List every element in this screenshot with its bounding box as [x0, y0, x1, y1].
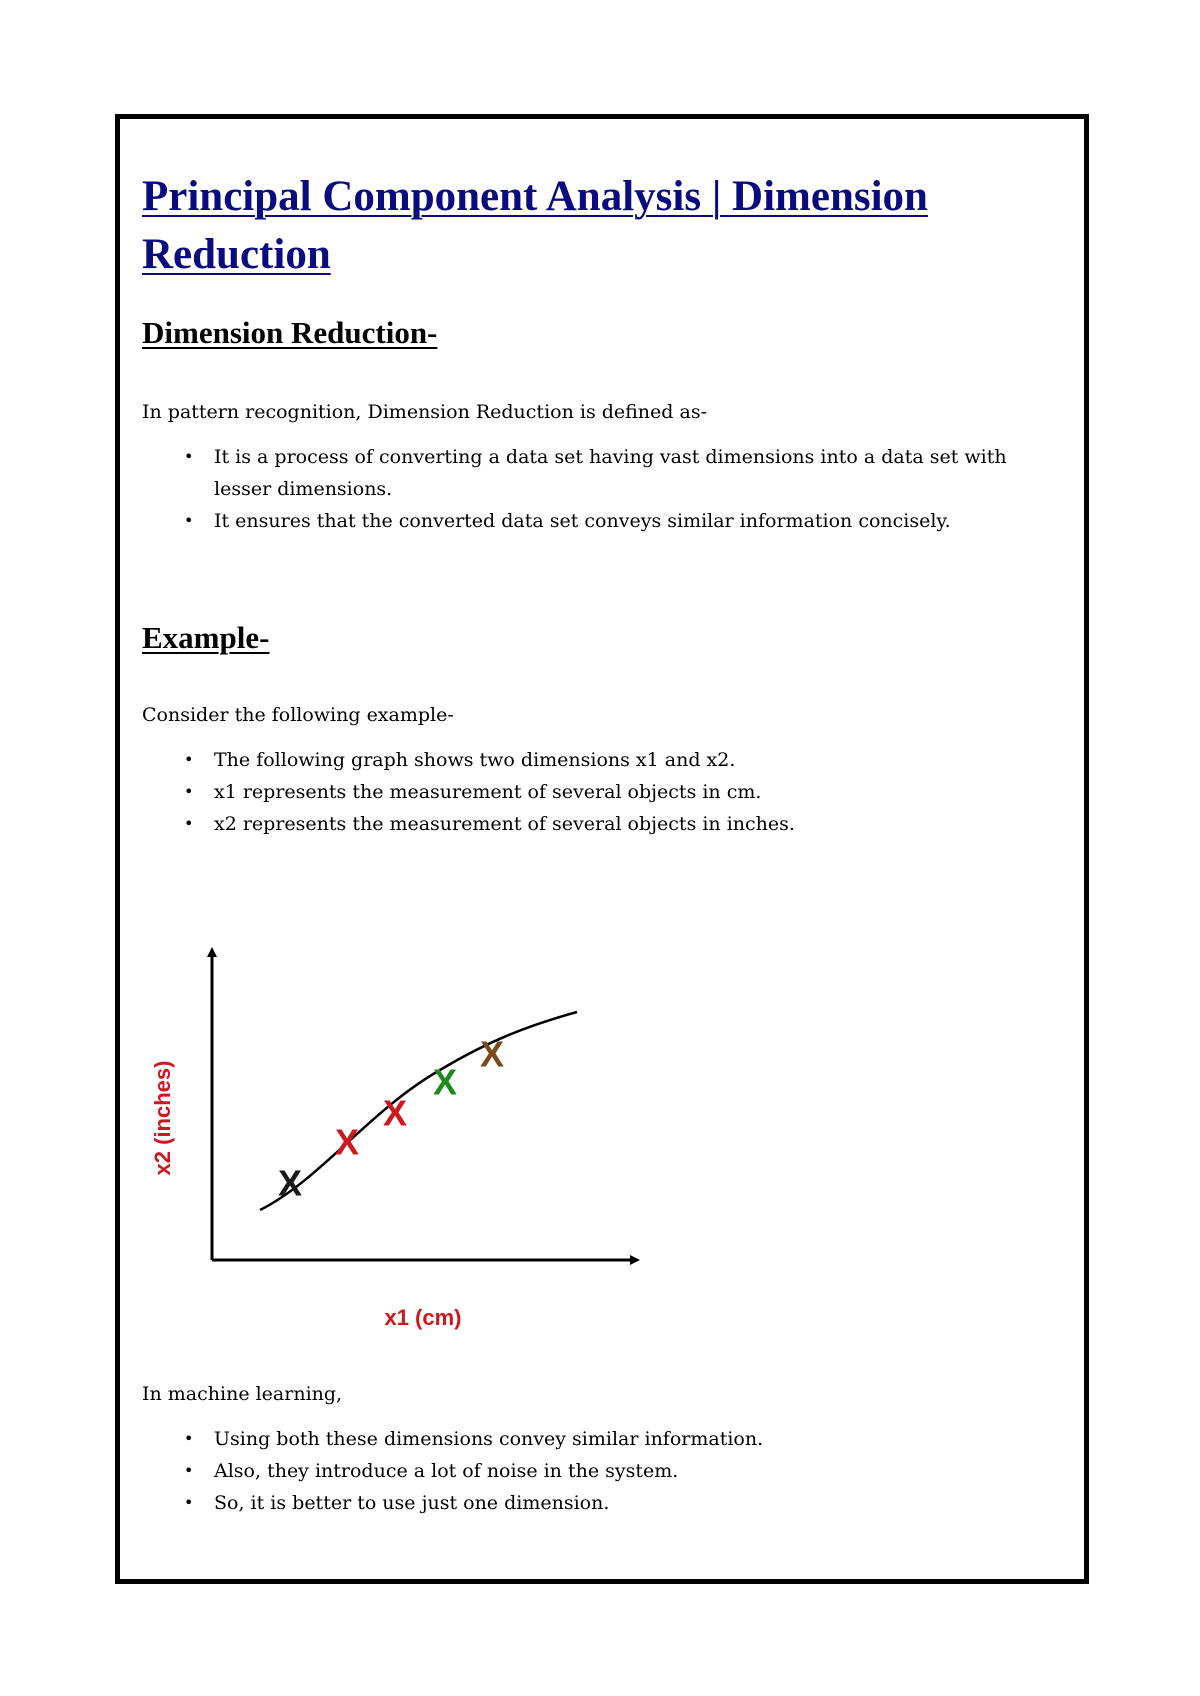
list-item-text: The following graph shows two dimensions x1 and x2.: [214, 749, 736, 771]
bullet-icon: •: [184, 1461, 194, 1480]
page-title[interactable]: Principal Component Analysis | Dimension Reduction: [142, 173, 928, 278]
definition-list: [142, 441, 1052, 537]
list-item-text: Also, they introduce a lot of noise in the system.: [214, 1460, 679, 1482]
list-item: [184, 776, 1052, 808]
bullet-icon: •: [184, 511, 194, 530]
section-heading-example: Example-: [142, 620, 270, 655]
example-list: [142, 744, 1052, 840]
list-item-text: Using both these dimensions convey similar information.: [214, 1428, 764, 1450]
list-item: [184, 1455, 1124, 1487]
section-heading-dimension-reduction: Dimension Reduction-: [142, 315, 438, 350]
chart-svg: [140, 940, 660, 1340]
example-intro-text: Consider the following example-: [142, 704, 454, 726]
machine-learning-intro-text: In machine learning,: [142, 1383, 343, 1405]
trend-line: [260, 1012, 577, 1210]
list-item-text: It ensures that the converted data set conveys similar information concisely.: [214, 510, 951, 532]
section-intro-text: In pattern recognition, Dimension Reduction is defined as-: [142, 401, 707, 423]
x1-x2-scatter-chart: [140, 940, 660, 1340]
data-point-x-marker: X: [382, 1092, 408, 1134]
list-item-text: x1 represents the measurement of several objects in cm.: [214, 781, 762, 803]
list-item-text: So, it is better to use just one dimension.: [214, 1492, 610, 1514]
machine-learning-list: [142, 1423, 1124, 1519]
list-item-text: It is a process of converting a data set having vast dimensions into a data set with lesser dimensions.: [214, 446, 1007, 500]
list-item-text: x2 represents the measurement of several objects in inches.: [214, 813, 795, 835]
bullet-icon: •: [184, 1493, 194, 1512]
bullet-icon: •: [184, 447, 194, 466]
y-axis-label: x2 (inches): [150, 1060, 175, 1176]
bullet-icon: •: [184, 1429, 194, 1448]
list-item: [184, 808, 1052, 840]
data-point-x-marker: X: [432, 1061, 458, 1103]
list-item: [184, 441, 1052, 505]
list-item: [184, 1487, 1124, 1519]
list-item: [184, 1423, 1124, 1455]
data-point-x-marker: X: [334, 1121, 360, 1163]
list-item: [184, 744, 1052, 776]
bullet-icon: •: [184, 782, 194, 801]
data-point-x-marker: X: [479, 1033, 505, 1075]
data-point-x-marker: X: [277, 1162, 303, 1204]
list-item: [184, 505, 1052, 537]
x-axis-label: x1 (cm): [384, 1305, 462, 1330]
bullet-icon: •: [184, 814, 194, 833]
bullet-icon: •: [184, 750, 194, 769]
